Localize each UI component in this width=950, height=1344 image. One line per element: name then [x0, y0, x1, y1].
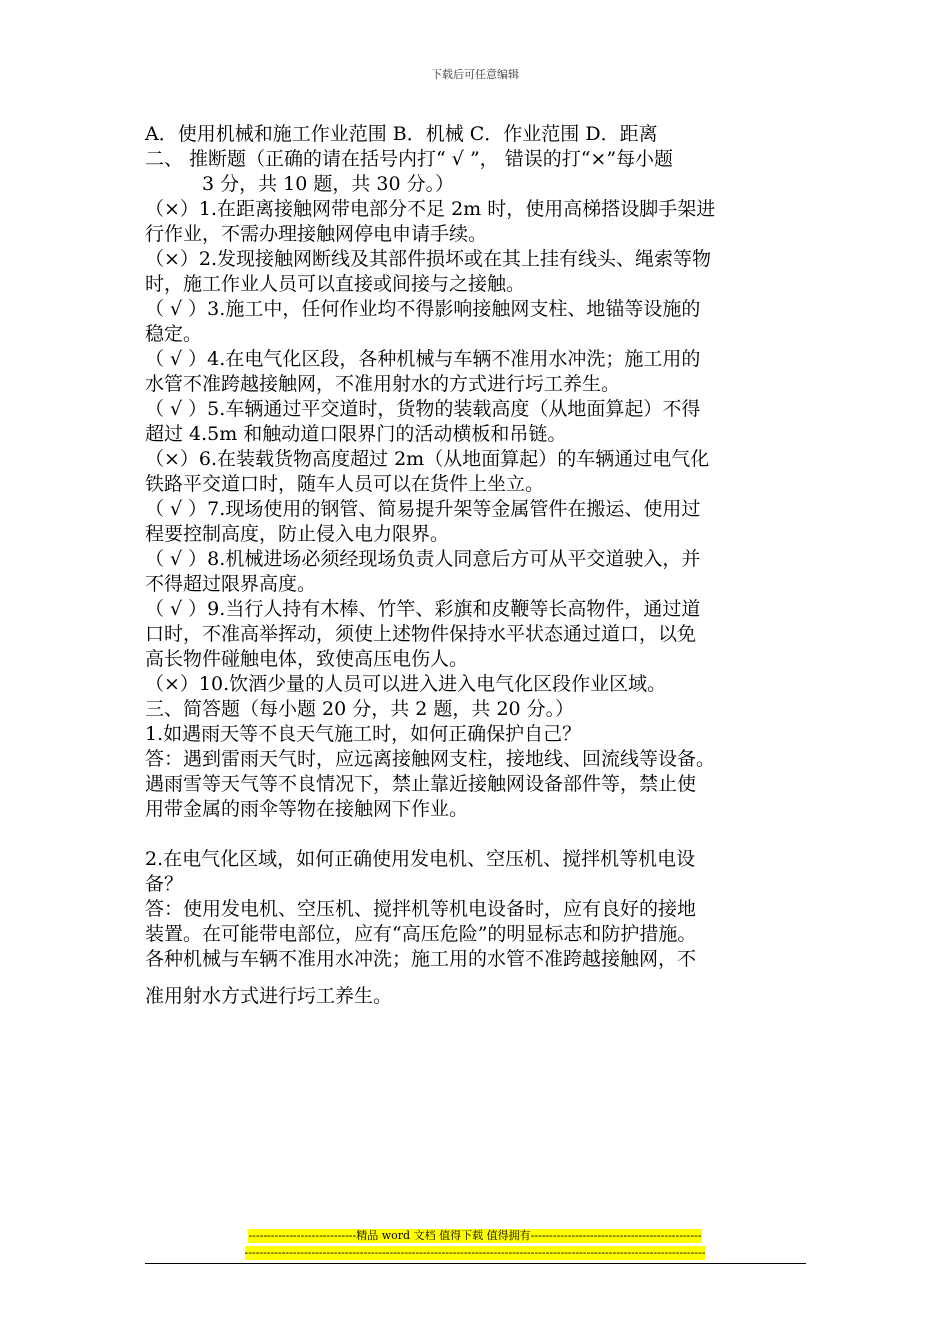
- short-answer-1: 答：遇到雷雨天气时，应远离接触网支柱，接地线、回流线等设备。: [145, 748, 716, 770]
- short-question-1: 1.如遇雨天等不良天气施工时，如何正确保护自己？: [145, 723, 582, 745]
- short-answer-1-cont: 遇雨雪等天气等不良情况下，禁止靠近接触网设备部件等，禁止使: [145, 773, 697, 795]
- document-body: [145, 122, 810, 1009]
- footer-banner: [0, 1229, 950, 1243]
- options-line: A．使用机械和施工作业范围 B．机械 C．作业范围 D．距离: [145, 123, 658, 145]
- short-answer-2-cont: 装置。在可能带电部位，应有“高压危险”的明显标志和防护措施。: [145, 923, 697, 945]
- question-7: （ √ ）7.现场使用的钢管、简易提升架等金属管件在搬运、使用过: [145, 498, 701, 520]
- question-9-cont-2: 高长物件碰触电体，致使高压电伤人。: [145, 648, 469, 670]
- question-9: （ √ ）9.当行人持有木棒、竹竿、彩旗和皮鞭等长高物件，通过道: [145, 598, 701, 620]
- question-3: （ √ ）3.施工中，任何作业均不得影响接触网支柱、地锚等设施的: [145, 298, 701, 320]
- short-question-2-cont: 备？: [145, 873, 184, 895]
- question-10: （×）10.饮酒少量的人员可以进入进入电气化区段作业区域。: [145, 673, 667, 695]
- short-answer-2-cont-2: 各种机械与车辆不准用水冲洗；施工用的水管不准跨越接触网，不: [145, 948, 697, 970]
- question-6: （×）6.在装载货物高度超过 2m（从地面算起）的车辆通过电气化: [145, 448, 710, 470]
- footer-dashes-text: ----------------------------------------------------------------------------------------------------------------------------: [244, 1246, 706, 1259]
- question-8-cont: 不得超过限界高度。: [145, 573, 317, 595]
- short-answer-1-cont-2: 用带金属的雨伞等物在接触网下作业。: [145, 798, 469, 820]
- question-1: （×）1.在距离接触网带电部分不足 2m 时，使用高梯搭设脚手架进: [145, 198, 716, 220]
- blank-line: [145, 822, 810, 847]
- footer-banner-text: -----------------------------精品 word 文档 值得下载 值得拥有----------------------------------------------: [248, 1229, 702, 1242]
- question-5: （ √ ）5.车辆通过平交道时，货物的装载高度（从地面算起）不得: [145, 398, 701, 420]
- question-4: （ √ ）4.在电气化区段，各种机械与车辆不准用水冲洗；施工用的: [145, 348, 701, 370]
- section2-title-cont: 3 分，共 10 题，共 30 分。）: [202, 173, 455, 195]
- question-7-cont: 程要控制高度，防止侵入电力限界。: [145, 523, 450, 545]
- question-4-cont: 水管不准跨越接触网，不准用射水的方式进行圬工养生。: [145, 373, 621, 395]
- section2-title: 二、 推断题（正确的请在括号内打“ √ ”， 错误的打“×”每小题: [145, 148, 674, 170]
- short-answer-2-cont-3: 准用射水方式进行圬工养生。: [145, 985, 393, 1007]
- footer-dashes: [0, 1246, 950, 1260]
- question-8: （ √ ）8.机械进场必须经现场负责人同意后方可从平交道驶入，并: [145, 548, 701, 570]
- question-2-cont: 时，施工作业人员可以直接或间接与之接触。: [145, 273, 526, 295]
- question-3-cont: 稳定。: [145, 323, 203, 345]
- question-6-cont: 铁路平交道口时，随车人员可以在货件上坐立。: [145, 473, 545, 495]
- short-question-2: 2.在电气化区域，如何正确使用发电机、空压机、搅拌机等机电设: [145, 848, 696, 870]
- short-answer-2: 答：使用发电机、空压机、搅拌机等机电设备时，应有良好的接地: [145, 898, 697, 920]
- section3-title: 三、简答题（每小题 20 分，共 2 题，共 20 分。）: [145, 698, 575, 720]
- question-2: （×）2.发现接触网断线及其部件损坏或在其上挂有线头、绳索等物: [145, 248, 712, 270]
- page-header: 下载后可任意编辑: [431, 68, 519, 81]
- question-1-cont: 行作业，不需办理接触网停电申请手续。: [145, 223, 488, 245]
- question-9-cont: 口时，不准高举挥动，须使上述物件保持水平状态通过道口，以免: [145, 623, 697, 645]
- spacer: [145, 972, 810, 984]
- footer-rule: [145, 1263, 806, 1264]
- question-5-cont: 超过 4.5m 和触动道口限界门的活动横板和吊链。: [145, 423, 567, 445]
